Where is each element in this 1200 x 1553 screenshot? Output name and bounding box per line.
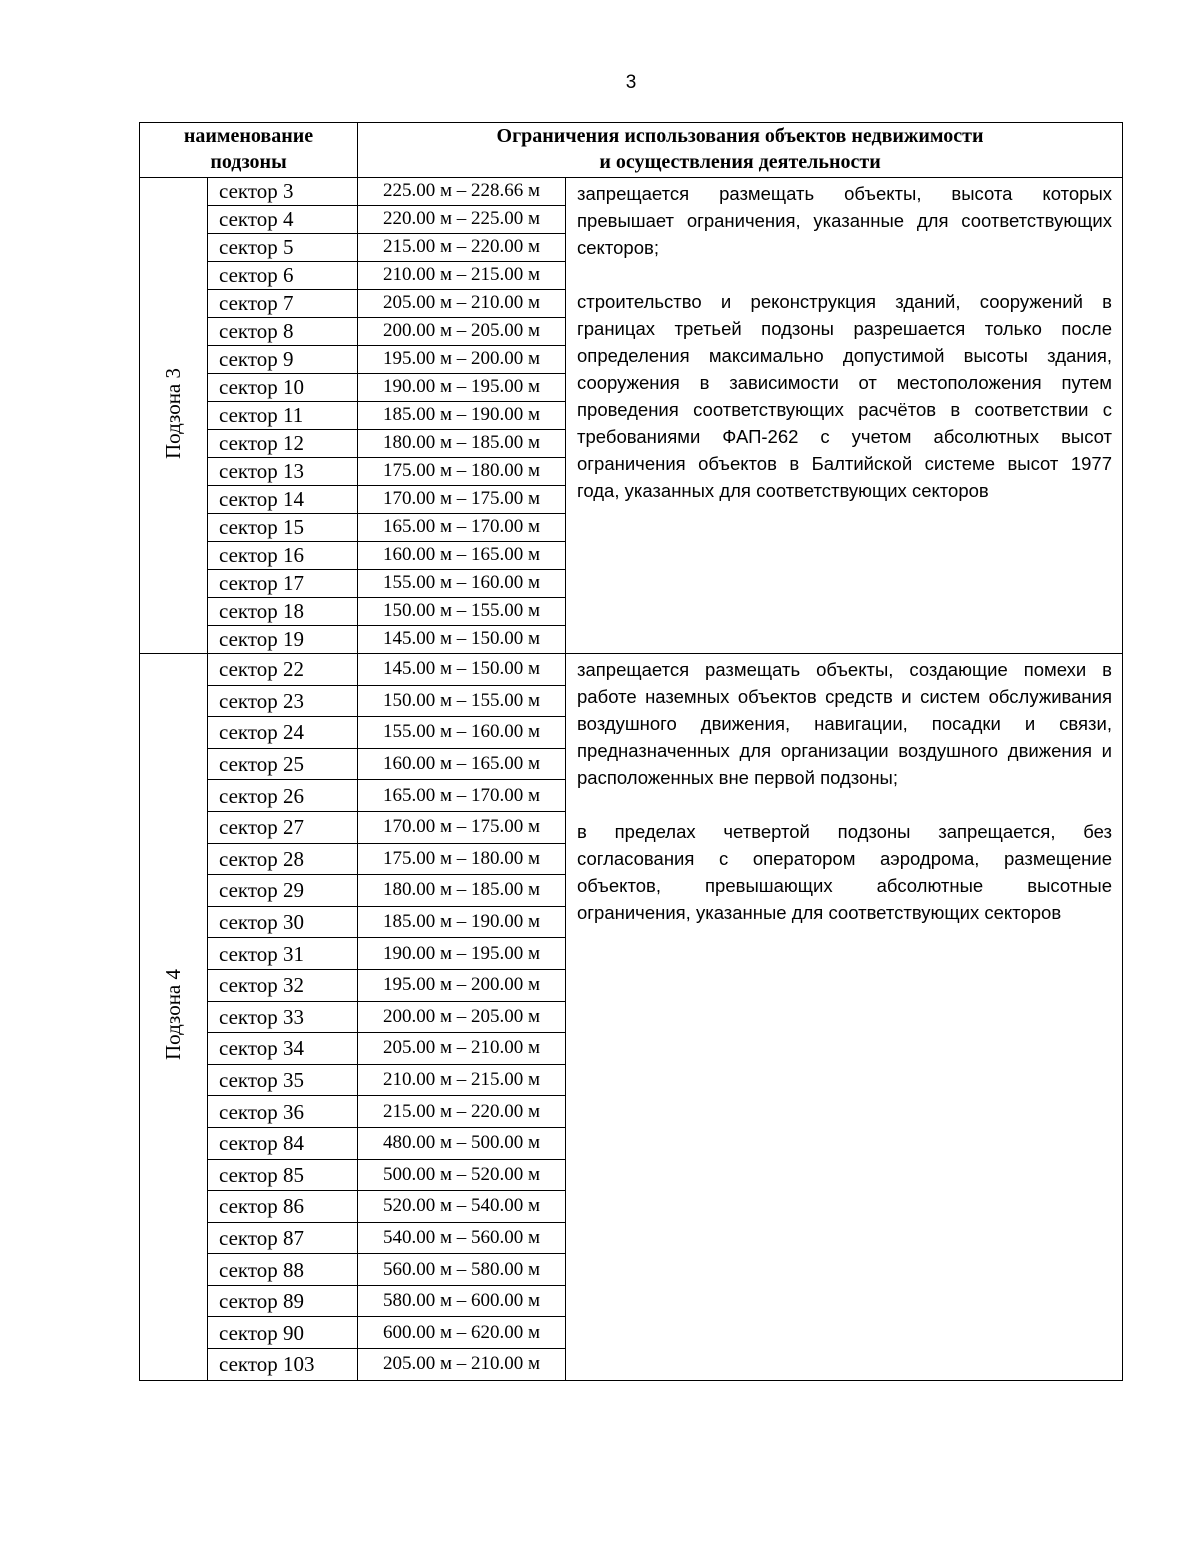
sector-name: сектор 87 xyxy=(208,1222,358,1254)
sector-name: сектор 24 xyxy=(208,717,358,749)
sector-name: сектор 90 xyxy=(208,1317,358,1349)
height-range: 160.00 м – 165.00 м xyxy=(358,542,566,570)
height-range: 195.00 м – 200.00 м xyxy=(358,969,566,1001)
height-range: 145.00 м – 150.00 м xyxy=(358,626,566,654)
header-restrictions-line1: Ограничения использования объектов недвижимости xyxy=(496,125,984,147)
zone3-restrictions xyxy=(566,178,1123,654)
sector-name: сектор 26 xyxy=(208,780,358,812)
height-range: 500.00 м – 520.00 м xyxy=(358,1159,566,1191)
height-range: 520.00 м – 540.00 м xyxy=(358,1191,566,1223)
height-range: 220.00 м – 225.00 м xyxy=(358,206,566,234)
table-row xyxy=(140,654,1123,686)
sector-name: сектор 11 xyxy=(208,402,358,430)
height-range: 170.00 м – 175.00 м xyxy=(358,486,566,514)
sector-name: сектор 3 xyxy=(208,178,358,206)
sector-name: сектор 33 xyxy=(208,1001,358,1033)
sector-name: сектор 27 xyxy=(208,811,358,843)
sector-name: сектор 4 xyxy=(208,206,358,234)
table-row xyxy=(140,178,1123,206)
header-subzone-name xyxy=(140,123,358,178)
height-range: 155.00 м – 160.00 м xyxy=(358,717,566,749)
zone3-label-cell xyxy=(140,178,208,654)
sector-name: сектор 6 xyxy=(208,262,358,290)
sector-name: сектор 19 xyxy=(208,626,358,654)
restrictions-table xyxy=(139,122,1123,1381)
zone4-label: Подзона 4 xyxy=(161,968,185,1060)
height-range: 180.00 м – 185.00 м xyxy=(358,875,566,907)
height-range: 210.00 м – 215.00 м xyxy=(358,1064,566,1096)
height-range: 160.00 м – 165.00 м xyxy=(358,748,566,780)
zone3-body xyxy=(140,178,1123,654)
sector-name: сектор 17 xyxy=(208,570,358,598)
sector-name: сектор 8 xyxy=(208,318,358,346)
sector-name: сектор 28 xyxy=(208,843,358,875)
zone4-body xyxy=(140,654,1123,1381)
sector-name: сектор 30 xyxy=(208,906,358,938)
sector-name: сектор 12 xyxy=(208,430,358,458)
sector-name: сектор 25 xyxy=(208,748,358,780)
sector-name: сектор 29 xyxy=(208,875,358,907)
height-range: 215.00 м – 220.00 м xyxy=(358,1096,566,1128)
zone3-restriction-paragraph: запрещается размещать объекты, высота которых превышает ограничения, указанные для соответствующих секторов; xyxy=(577,183,1113,258)
height-range: 215.00 м – 220.00 м xyxy=(358,234,566,262)
height-range: 580.00 м – 600.00 м xyxy=(358,1285,566,1317)
height-range: 185.00 м – 190.00 м xyxy=(358,402,566,430)
sector-name: сектор 18 xyxy=(208,598,358,626)
height-range: 165.00 м – 170.00 м xyxy=(358,514,566,542)
height-range: 145.00 м – 150.00 м xyxy=(358,654,566,686)
sector-name: сектор 9 xyxy=(208,346,358,374)
height-range: 175.00 м – 180.00 м xyxy=(358,843,566,875)
sector-name: сектор 32 xyxy=(208,969,358,1001)
height-range: 205.00 м – 210.00 м xyxy=(358,290,566,318)
table-header-row xyxy=(140,123,1123,178)
sector-name: сектор 15 xyxy=(208,514,358,542)
height-range: 560.00 м – 580.00 м xyxy=(358,1254,566,1286)
sector-name: сектор 88 xyxy=(208,1254,358,1286)
height-range: 180.00 м – 185.00 м xyxy=(358,430,566,458)
height-range: 165.00 м – 170.00 м xyxy=(358,780,566,812)
sector-name: сектор 31 xyxy=(208,938,358,970)
sector-name: сектор 103 xyxy=(208,1349,358,1381)
sector-name: сектор 34 xyxy=(208,1033,358,1065)
height-range: 150.00 м – 155.00 м xyxy=(358,685,566,717)
height-range: 480.00 м – 500.00 м xyxy=(358,1127,566,1159)
height-range: 155.00 м – 160.00 м xyxy=(358,570,566,598)
sector-name: сектор 89 xyxy=(208,1285,358,1317)
height-range: 540.00 м – 560.00 м xyxy=(358,1222,566,1254)
sector-name: сектор 85 xyxy=(208,1159,358,1191)
height-range: 205.00 м – 210.00 м xyxy=(358,1033,566,1065)
height-range: 175.00 м – 180.00 м xyxy=(358,458,566,486)
sector-name: сектор 86 xyxy=(208,1191,358,1223)
sector-name: сектор 35 xyxy=(208,1064,358,1096)
height-range: 170.00 м – 175.00 м xyxy=(358,811,566,843)
zone4-restriction-paragraph: в пределах четвертой подзоны запрещается, без согласования с оператором аэродрома, размещение объектов, превышающих абсолютные высотные ограничения, указанные для соответствующих секторов xyxy=(577,821,1113,923)
height-range: 200.00 м – 205.00 м xyxy=(358,1001,566,1033)
header-restrictions-line2: и осуществления деятельности xyxy=(599,151,881,173)
zone4-label-cell xyxy=(140,654,208,1381)
header-subzone-line2: подзоны xyxy=(210,151,287,173)
zone4-restrictions xyxy=(566,654,1123,1381)
height-range: 150.00 м – 155.00 м xyxy=(358,598,566,626)
height-range: 205.00 м – 210.00 м xyxy=(358,1349,566,1381)
sector-name: сектор 14 xyxy=(208,486,358,514)
height-range: 225.00 м – 228.66 м xyxy=(358,178,566,206)
sector-name: сектор 5 xyxy=(208,234,358,262)
height-range: 190.00 м – 195.00 м xyxy=(358,938,566,970)
zone3-label: Подзона 3 xyxy=(161,367,185,459)
height-range: 600.00 м – 620.00 м xyxy=(358,1317,566,1349)
zone4-restriction-paragraph: запрещается размещать объекты, создающие помехи в работе наземных объектов средств и систем обслуживания воздушного движения, навигации, посадки и связи, предназначенных для организации воздушного движения и расположенных вне первой подзоны; xyxy=(577,659,1113,788)
sector-name: сектор 23 xyxy=(208,685,358,717)
height-range: 210.00 м – 215.00 м xyxy=(358,262,566,290)
height-range: 200.00 м – 205.00 м xyxy=(358,318,566,346)
sector-name: сектор 84 xyxy=(208,1127,358,1159)
zone3-restriction-paragraph: строительство и реконструкция зданий, сооружений в границах третьей подзоны разрешается только после определения максимально допустимой высоты здания, сооружения в зависимости от местоположения путем проведения соответствующих расчётов в соответствии с требованиями ФАП-262 с учетом абсолютных высот ограничения объектов в Балтийской системе высот 1977 года, указанных для соответствующих секторов xyxy=(577,291,1113,501)
header-subzone-line1: наименование xyxy=(183,125,314,147)
sector-name: сектор 7 xyxy=(208,290,358,318)
sector-name: сектор 16 xyxy=(208,542,358,570)
height-range: 185.00 м – 190.00 м xyxy=(358,906,566,938)
page-number: 3 xyxy=(625,72,637,93)
sector-name: сектор 36 xyxy=(208,1096,358,1128)
height-range: 190.00 м – 195.00 м xyxy=(358,374,566,402)
height-range: 195.00 м – 200.00 м xyxy=(358,346,566,374)
header-restrictions xyxy=(358,123,1123,178)
sector-name: сектор 10 xyxy=(208,374,358,402)
sector-name: сектор 22 xyxy=(208,654,358,686)
sector-name: сектор 13 xyxy=(208,458,358,486)
